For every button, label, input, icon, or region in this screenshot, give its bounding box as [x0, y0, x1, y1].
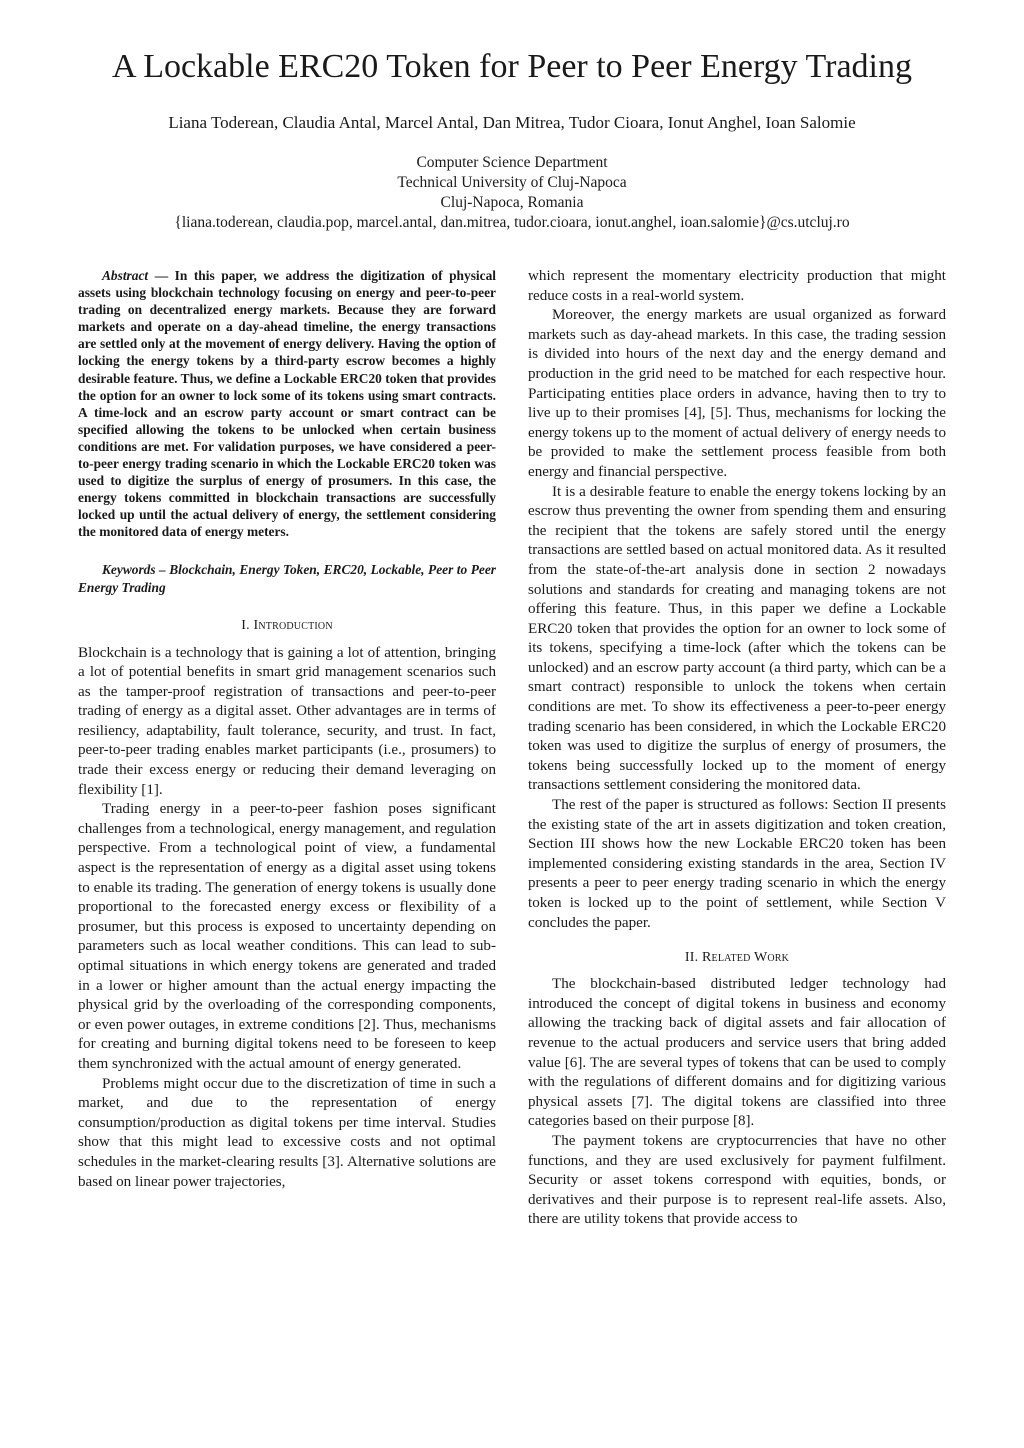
intro-paragraph-3-continued: which represent the momentary electricity production that might reduce costs in a real-world system. — [528, 268, 946, 304]
right-column — [528, 267, 946, 1230]
related-work-paragraph-2: The payment tokens are cryptocurrencies that have no other functions, and they are used exclusively for payment fulfilment. Security or asset tokens correspond with equities, bonds, or derivatives and their purpose is to represent real-life assets. Also, there are utility tokens that provide access to — [528, 1132, 946, 1228]
affiliation-university: Technical University of Cluj-Napoca — [397, 174, 627, 191]
author-list: Liana Toderean, Claudia Antal, Marcel Antal, Dan Mitrea, Tudor Cioara, Ionut Anghel, Ioan Salomie — [168, 113, 856, 132]
paper-title: A Lockable ERC20 Token for Peer to Peer Energy Trading — [112, 48, 912, 85]
intro-paragraph-4: Moreover, the energy markets are usual organized as forward markets such as day-ahead markets. In this case, the trading session is divided into hours of the next day and the energy demand and production in the grid need to be matched for each respective hour. Participating entities place orders in advance, having then to try to live up to their promises [4], [5]. Thus, mechanisms for locking the energy tokens up to the moment of actual delivery of energy needs to be provided to make the settlement process feasible from both energy and financial perspective. — [528, 307, 946, 480]
abstract-label: Abstract — [102, 268, 149, 283]
intro-paragraph-6: The rest of the paper is structured as follows: Section II presents the existing state of the art in assets digitization and token creation, Section III shows how the new Lockable ERC20 token has been implemented considering existing standards in the area, Section IV presents a peer to peer energy trading scenario in which the energy token is locked up to the point of settlement, while Section V concludes the paper. — [528, 797, 946, 931]
abstract-text: In this paper, we address the digitization of physical assets using blockchain technology focusing on energy and peer-to-peer trading on decentralized energy markets. Because they are forward markets and operate on a day-ahead timeline, the energy transactions are settled only at the movement of energy delivery. Having the option of locking the energy tokens by a third-party escrow becomes a highly desirable feature. Thus, we define a Lockable ERC20 token that provides the option for an owner to lock some of its tokens using smart contracts. A time-lock and an escrow party account or smart contract can be specified allowing the tokens to be unlocked when certain business conditions are met. For validation purposes, we have considered a peer-to-peer energy trading scenario in which the Lockable ERC20 token was used to digitize the surplus of energy of prosumers. In this case, the energy tokens committed in blockchain transactions are successfully locked up until the actual delivery of energy, the settlement considering the monitored data of energy meters. — [78, 268, 496, 540]
intro-paragraph-1: Blockchain is a technology that is gaining a lot of attention, bringing a lot of potential benefits in smart grid management scenarios such as the tamper-proof registration of transactions and peer-to-peer trading of energy as a digital asset. Other advantages are in terms of resiliency, adaptability, fault tolerance, security, and trust. In fact, peer-to-peer trading enables market participants (i.e., prosumers) to trade their excess energy or reducing their demand leveraging on flexibility [1]. — [78, 644, 496, 798]
related-work-paragraph-1: The blockchain-based distributed ledger technology had introduced the concept of digital tokens in business and economy allowing the tracking back of digital assets and fair allocation of revenue to the actual producers and service users that bring added value [6]. The are several types of tokens that can be used to comply with the regulations of different domains and for digitizing various physical assets [7]. The digital tokens are classified into three categories based on their purpose [8]. — [528, 976, 946, 1130]
section-heading-introduction: I. Introduction — [241, 617, 333, 633]
intro-paragraph-5: It is a desirable feature to enable the energy tokens locking by an escrow thus preventing the owner from spending them and ensuring the recipient that the tokens are safely stored until the energy transactions are settled based on actual monitored data. As it resulted from the state-of-the-art analysis done in section 2 nowadays solutions and standards for creating and managing tokens are not offering this feature. Thus, in this paper we define a Lockable ERC20 token that provides the option for an owner to lock some of its tokens, specifying a time-lock (after which the tokens can be unlocked) and an escrow party account (a third party, which can be a smart contract) responsible to unlock the tokens when certain conditions are met. To show its effectiveness a peer-to-peer energy trading scenario has been considered, in which the Lockable ERC20 token was used to digitize the surplus of energy of prosumers, the tokens being successfully locked up to the moment of energy transactions settlement considering the monitored data. — [528, 483, 946, 794]
section-heading-related-work: II. Related Work — [684, 950, 790, 966]
intro-paragraph-2: Trading energy in a peer-to-peer fashion poses significant challenges from a technological, energy management, and regulation perspective. From a technological point of view, a fundamental aspect is the representation of energy as a digital asset using tokens to enable its trading. The generation of energy tokens is usually done proportional to the forecasted energy excess or flexibility of a prosumer, but this process is exposed to uncertainty depending on parameters such as local weather conditions. This can lead to sub-optimal situations in which energy tokens are generated and traded in a lower or higher amount than the actual energy impacting the physical grid by the overloading of the corresponding components, or even power outages, in extreme conditions [2]. Thus, mechanisms for creating and burning digital tokens need to be foreseen to keep them synchronized with the actual amount of energy generated. — [78, 801, 496, 1072]
keywords: Keywords – Blockchain, Energy Token, ERC20, Lockable, Peer to Peer Energy Trading — [78, 561, 496, 595]
author-emails: {liana.toderean, claudia.pop, marcel.antal, dan.mitrea, tudor.cioara, ionut.anghel, ioan.salomie}@cs.utcluj.ro — [174, 214, 850, 231]
left-column — [78, 267, 496, 1192]
affiliation-location: Cluj-Napoca, Romania — [440, 194, 584, 211]
abstract — [78, 267, 496, 541]
affiliation-department: Computer Science Department — [416, 154, 608, 171]
abstract-dash: — — [148, 268, 175, 283]
intro-paragraph-3: Problems might occur due to the discretization of time in such a market, and due to the representation of energy consumption/production as digital tokens per time interval. Studies show that this might lead to excessive costs and not optimal schedules in the market-clearing results [3]. Alternative solutions are based on linear power trajectories, — [78, 1075, 496, 1190]
affiliation-block — [0, 153, 1024, 233]
